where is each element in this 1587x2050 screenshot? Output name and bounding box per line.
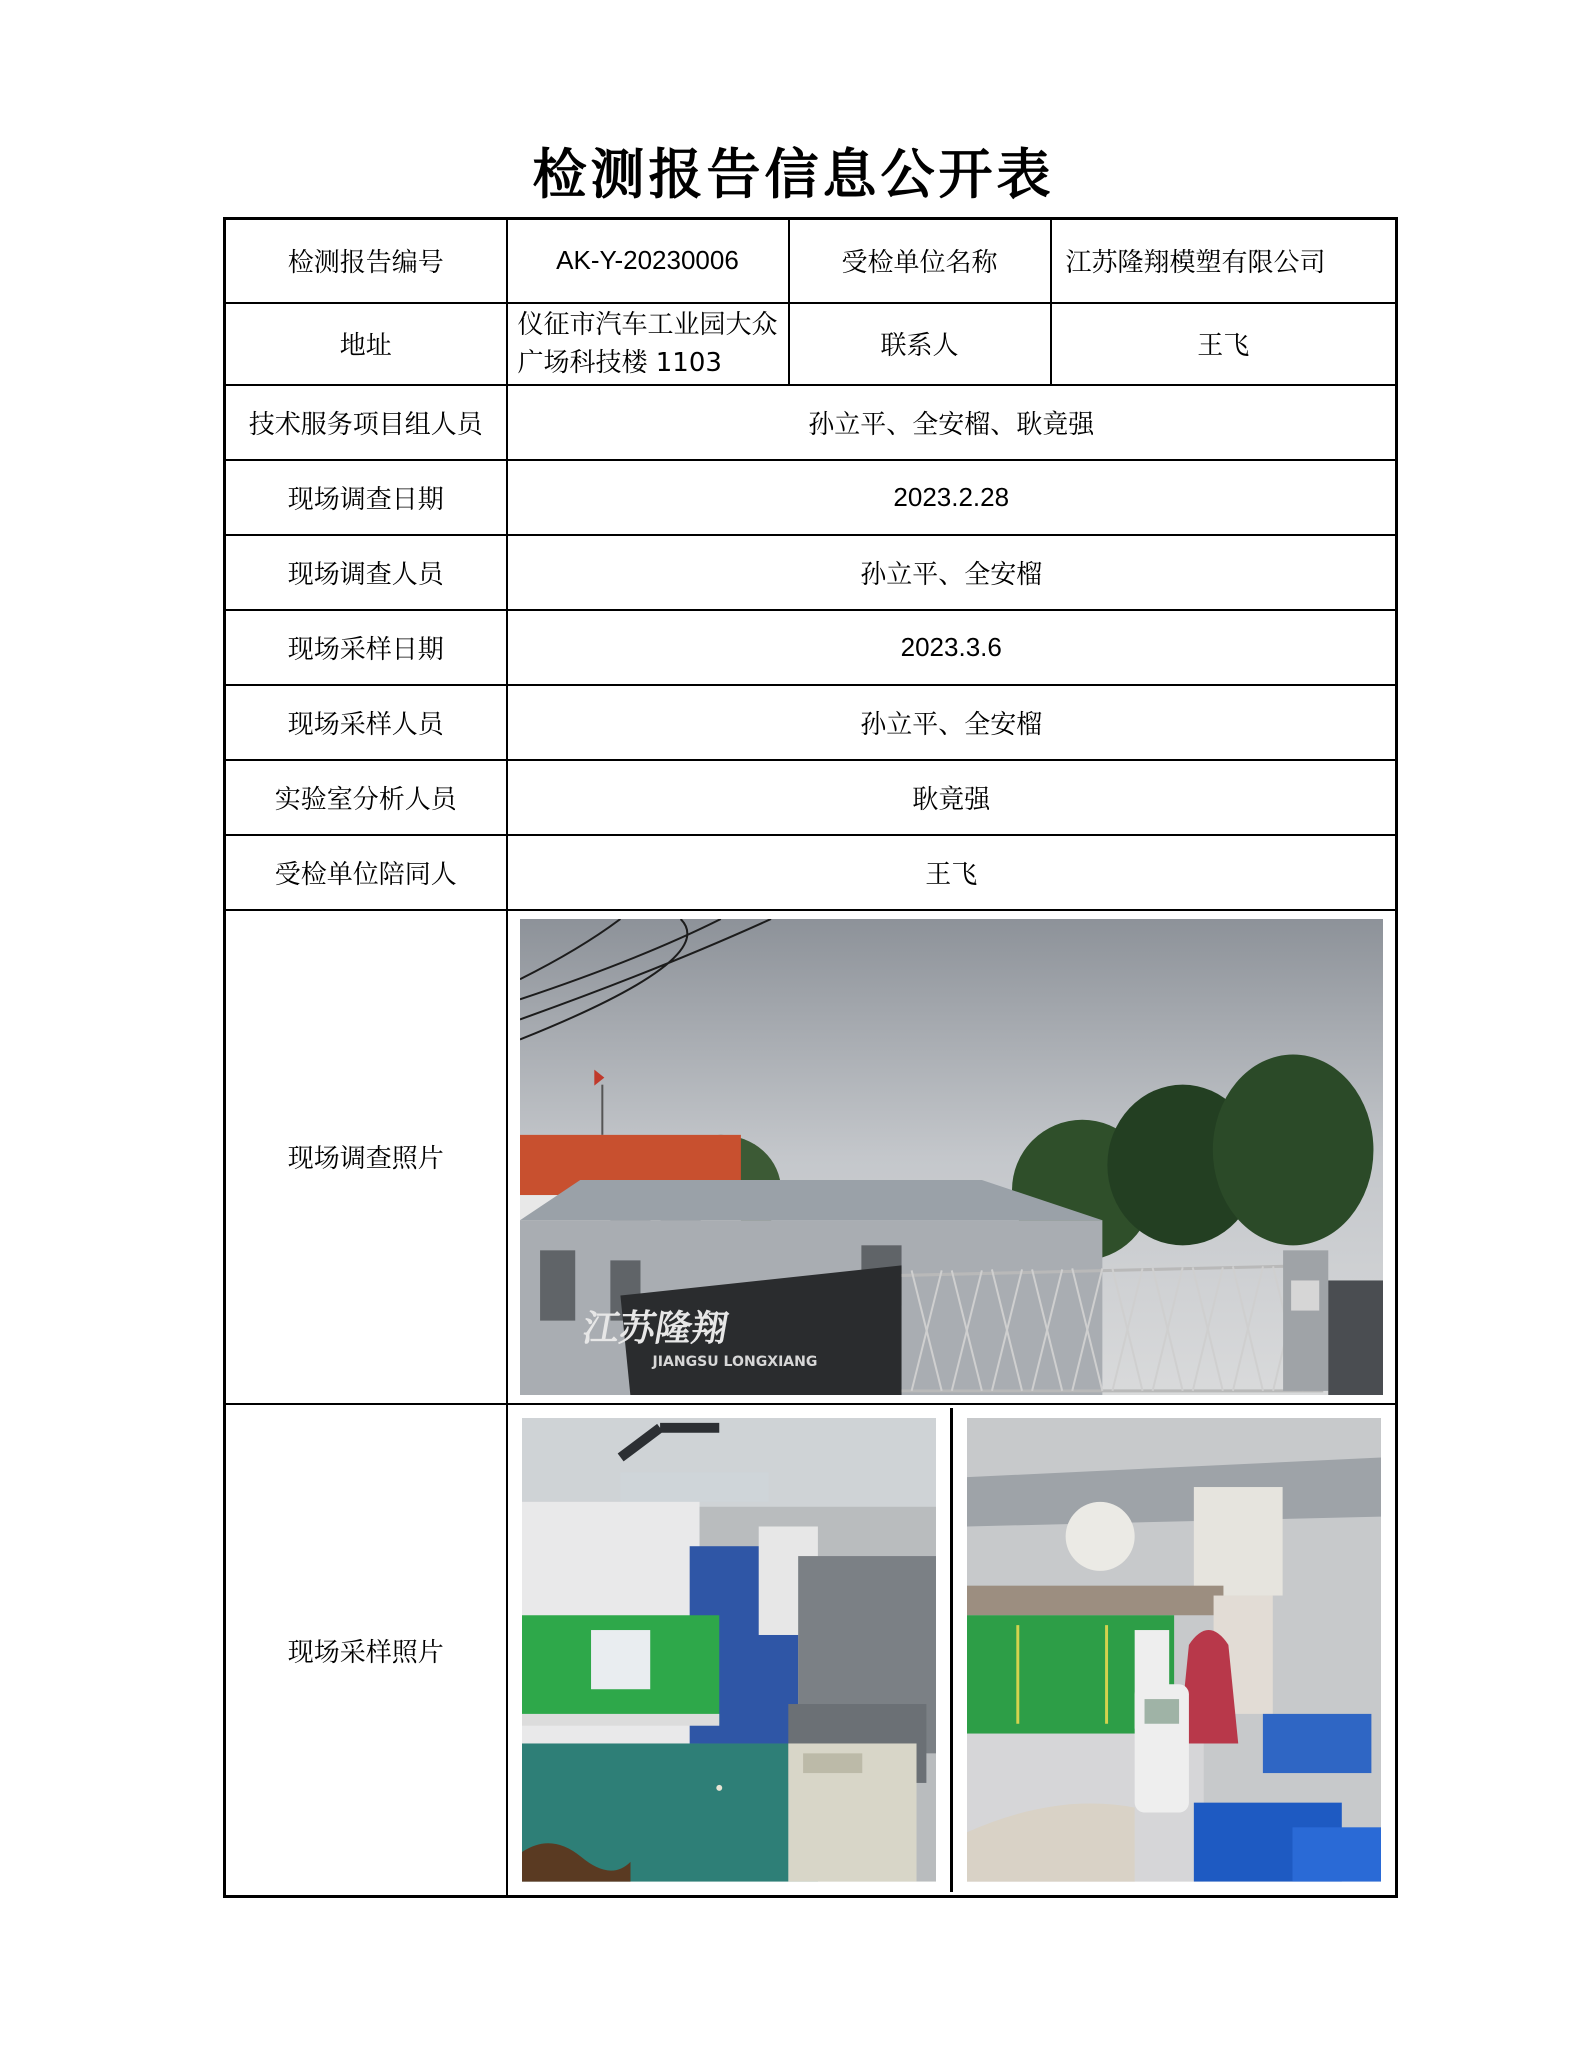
contact-label: 联系人 [789, 303, 1051, 385]
lab-staff-value: 耿竟强 [507, 760, 1397, 835]
table-row [225, 460, 1397, 535]
sampling-photo-1 [522, 1418, 936, 1882]
sampling-photo-cell [507, 1404, 1397, 1896]
sampling-date-label: 现场采样日期 [225, 610, 507, 685]
unit-name-value: 江苏隆翔模塑有限公司 [1051, 219, 1397, 303]
sampling-photo-2 [967, 1418, 1381, 1882]
sampling-staff-label: 现场采样人员 [225, 685, 507, 760]
team-label: 技术服务项目组人员 [225, 385, 507, 460]
sampling-date-value: 2023.3.6 [507, 610, 1397, 685]
address-label: 地址 [225, 303, 507, 385]
sampling-photo-label: 现场采样照片 [225, 1404, 507, 1896]
survey-photo-label: 现场调查照片 [225, 910, 507, 1405]
table-row [225, 610, 1397, 685]
table-row [225, 303, 1397, 385]
survey-photo [520, 919, 1384, 1396]
info-table [223, 217, 1398, 1898]
contact-value: 王飞 [1051, 303, 1397, 385]
table-row [225, 910, 1397, 1405]
survey-date-label: 现场调查日期 [225, 460, 507, 535]
report-no-label: 检测报告编号 [225, 219, 507, 303]
table-row [225, 385, 1397, 460]
lab-staff-label: 实验室分析人员 [225, 760, 507, 835]
page-title: 检测报告信息公开表 [532, 143, 1055, 206]
unit-label: 受检单位名称 [789, 219, 1051, 303]
table-row [225, 535, 1397, 610]
survey-staff-value: 孙立平、全安榴 [507, 535, 1397, 610]
survey-date-value: 2023.2.28 [507, 460, 1397, 535]
table-row [225, 835, 1397, 910]
sampling-staff-value: 孙立平、全安榴 [507, 685, 1397, 760]
gate-sign-text: 江苏隆翔 [579, 1306, 732, 1350]
report-no-value: AK-Y-20230006 [507, 219, 789, 303]
escort-label: 受检单位陪同人 [225, 835, 507, 910]
escort-value: 王飞 [507, 835, 1397, 910]
table-row [225, 760, 1397, 835]
survey-photo-cell [507, 910, 1397, 1405]
team-value: 孙立平、全安榴、耿竟强 [507, 385, 1397, 460]
address-value: 仪征市汽车工业园大众广场科技楼 1103 [507, 303, 789, 385]
survey-staff-label: 现场调查人员 [225, 535, 507, 610]
table-row [225, 1404, 1397, 1896]
gate-sign-text-en: JIANGSU LONGXIANG [652, 1353, 817, 1370]
table-row [225, 685, 1397, 760]
table-row [225, 219, 1397, 303]
